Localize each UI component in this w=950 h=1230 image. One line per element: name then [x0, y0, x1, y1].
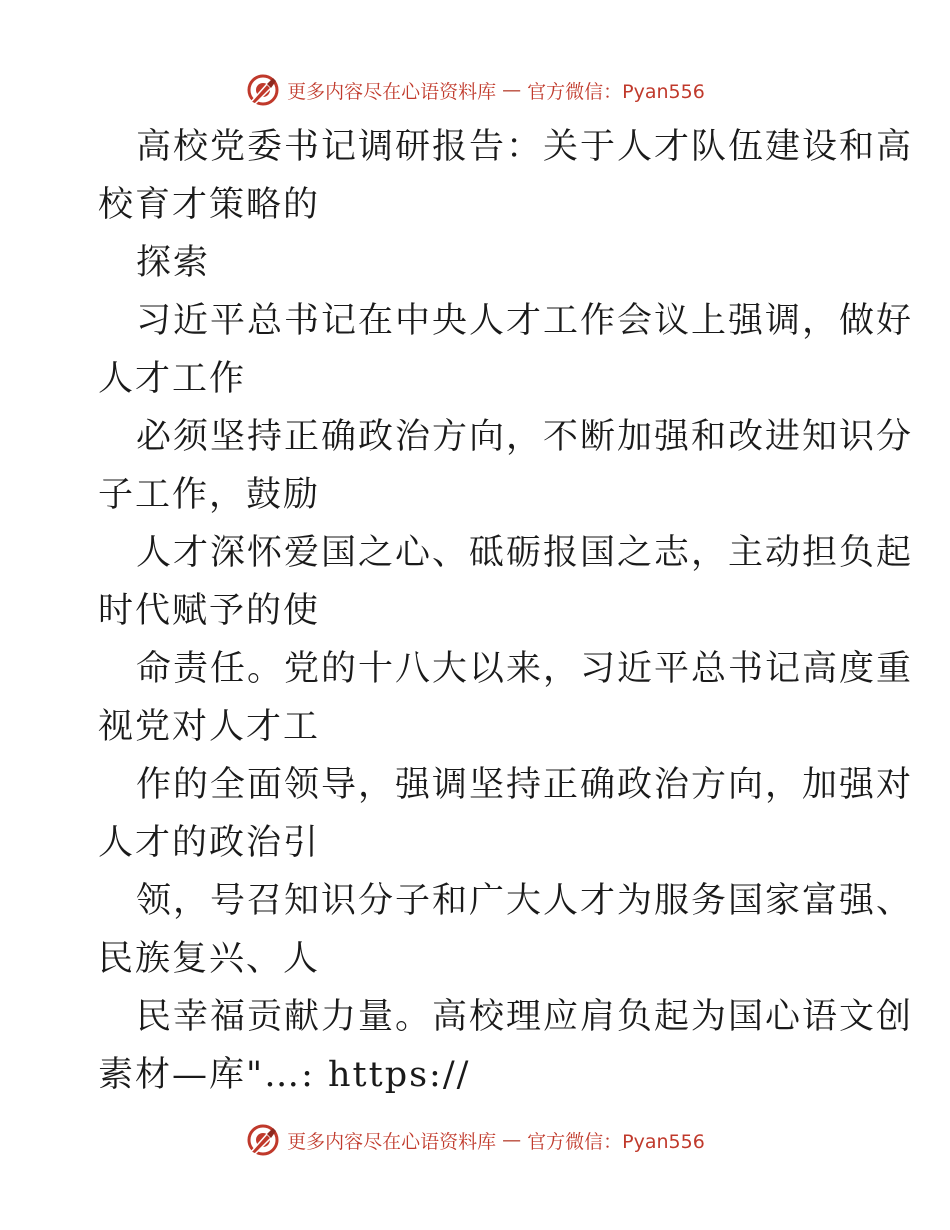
- text-line: 民族复兴、人: [98, 939, 321, 979]
- banner-sub-text: 官方微信：Pyan556: [527, 80, 705, 103]
- text-line: 校育才策略的: [98, 185, 321, 225]
- banner-dash: —: [502, 79, 522, 101]
- banner-main-text: 更多内容尽在心语资料库: [287, 1130, 497, 1153]
- pen-logo-icon: [245, 72, 281, 108]
- text-line: 人才深怀爱国之心、砥砺报国之志，主动担负起: [136, 533, 914, 573]
- banner-sub-text: 官方微信：Pyan556: [527, 1130, 705, 1153]
- text-line: 必须坚持正确政治方向，不断加强和改进知识分: [136, 417, 914, 457]
- text-line: 习近平总书记在中央人才工作会议上强调，做好: [136, 301, 914, 341]
- text-line: 子工作，鼓励: [98, 475, 321, 515]
- text-line: 民幸福贡献力量。高校理应肩负起为国心语文创: [136, 997, 914, 1037]
- footer-banner: [0, 1120, 950, 1160]
- pen-logo-icon: [245, 1122, 281, 1158]
- header-banner: [0, 70, 950, 110]
- text-line: 领，号召知识分子和广大人才为服务国家富强、: [136, 881, 914, 921]
- document-body: [98, 118, 914, 1104]
- banner-main-text: 更多内容尽在心语资料库: [287, 80, 497, 103]
- text-line: 探索: [136, 243, 211, 283]
- text-line: 素材—库"…: https://: [98, 1055, 471, 1095]
- text-line: 人才的政治引: [98, 823, 321, 863]
- text-line: 人才工作: [98, 359, 247, 399]
- banner-dash: —: [502, 1129, 522, 1151]
- text-line: 作的全面领导，强调坚持正确政治方向，加强对: [136, 765, 914, 805]
- text-line: 高校党委书记调研报告：关于人才队伍建设和高: [136, 127, 914, 167]
- text-line: 命责任。党的十八大以来，习近平总书记高度重: [136, 649, 914, 689]
- text-line: 时代赋予的使: [98, 591, 321, 631]
- text-line: 视党对人才工: [98, 707, 321, 747]
